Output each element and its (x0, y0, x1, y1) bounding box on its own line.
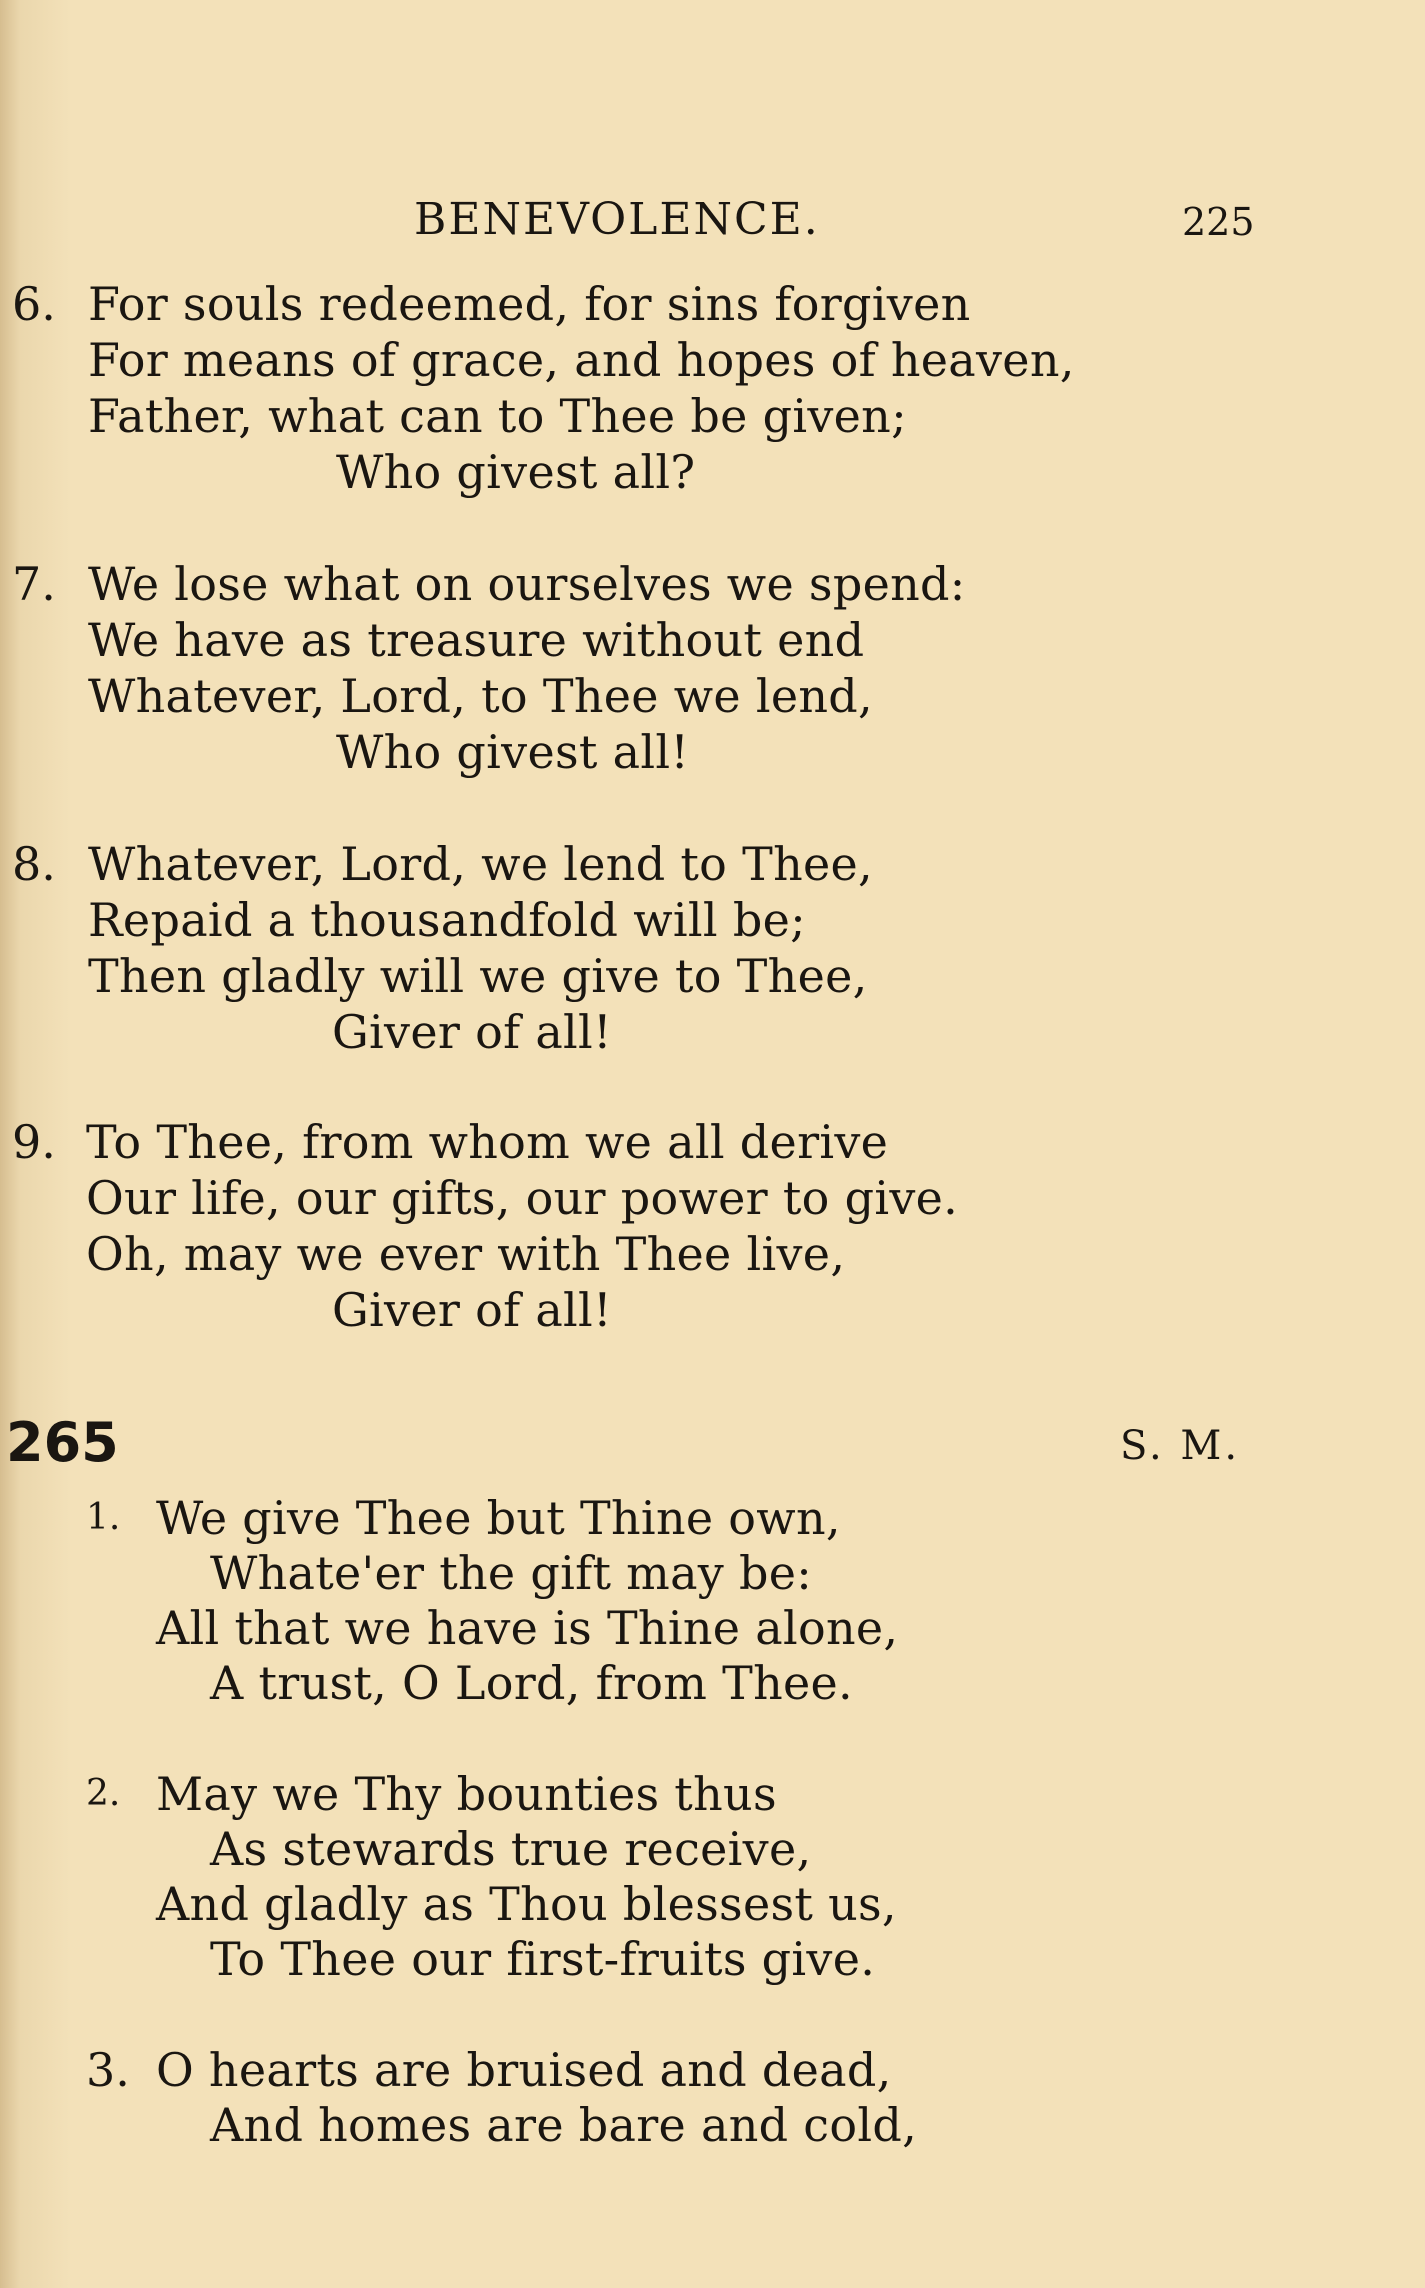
verse-line: Whatever, Lord, we lend to Thee, (88, 837, 873, 891)
verse-line: Whatever, Lord, to Thee we lend, (88, 669, 873, 723)
verse-line: For means of grace, and hopes of heaven, (88, 333, 1075, 387)
verse-refrain: Giver of all! (332, 1005, 612, 1059)
verse-line: Our life, our gifts, our power to give. (86, 1171, 959, 1225)
verse-number: 6. (12, 277, 56, 331)
verse-number: 1. (86, 1497, 121, 1538)
verse-number: 3. (86, 2043, 130, 2097)
verse-line: As stewards true receive, (210, 1822, 812, 1876)
hymn-meter: S. M. (1120, 1423, 1241, 1469)
verse-line: All that we have is Thine alone, (156, 1601, 899, 1655)
verse-line: We give Thee but Thine own, (156, 1491, 841, 1545)
verse-line: We lose what on ourselves we spend: (88, 557, 966, 611)
verse-line: We have as treasure without end (88, 613, 865, 667)
verse-line: To Thee, from whom we all derive (86, 1115, 889, 1169)
verse-line: Whate'er the gift may be: (210, 1546, 813, 1600)
verse-number: 2. (86, 1773, 121, 1814)
verse-refrain: Who givest all! (336, 725, 690, 779)
verse-line: To Thee our first-fruits give. (210, 1932, 876, 1986)
verse-line: And homes are bare and cold, (210, 2098, 918, 2152)
verse-refrain: Giver of all! (332, 1283, 612, 1337)
verse-number: 8. (12, 837, 56, 891)
hymn-number: 265 (6, 1411, 119, 1474)
verse-number: 7. (12, 557, 56, 611)
verse-line: Repaid a thousandfold will be; (88, 893, 806, 947)
verse-line: Then gladly will we give to Thee, (88, 949, 868, 1003)
verse-number: 9. (12, 1115, 56, 1169)
verse-line: Father, what can to Thee be given; (88, 389, 907, 443)
page-number: 225 (1182, 200, 1255, 244)
verse-line: A trust, O Lord, from Thee. (210, 1656, 853, 1710)
verse-line: May we Thy bounties thus (156, 1767, 777, 1821)
verse-line: For souls redeemed, for sins forgiven (88, 277, 971, 331)
running-header-title: BENEVOLENCE. (414, 194, 820, 245)
verse-line: And gladly as Thou blessest us, (156, 1877, 897, 1931)
verse-refrain: Who givest all? (336, 445, 696, 499)
verse-line: Oh, may we ever with Thee live, (86, 1227, 846, 1281)
verse-line: O hearts are bruised and dead, (156, 2043, 892, 2097)
